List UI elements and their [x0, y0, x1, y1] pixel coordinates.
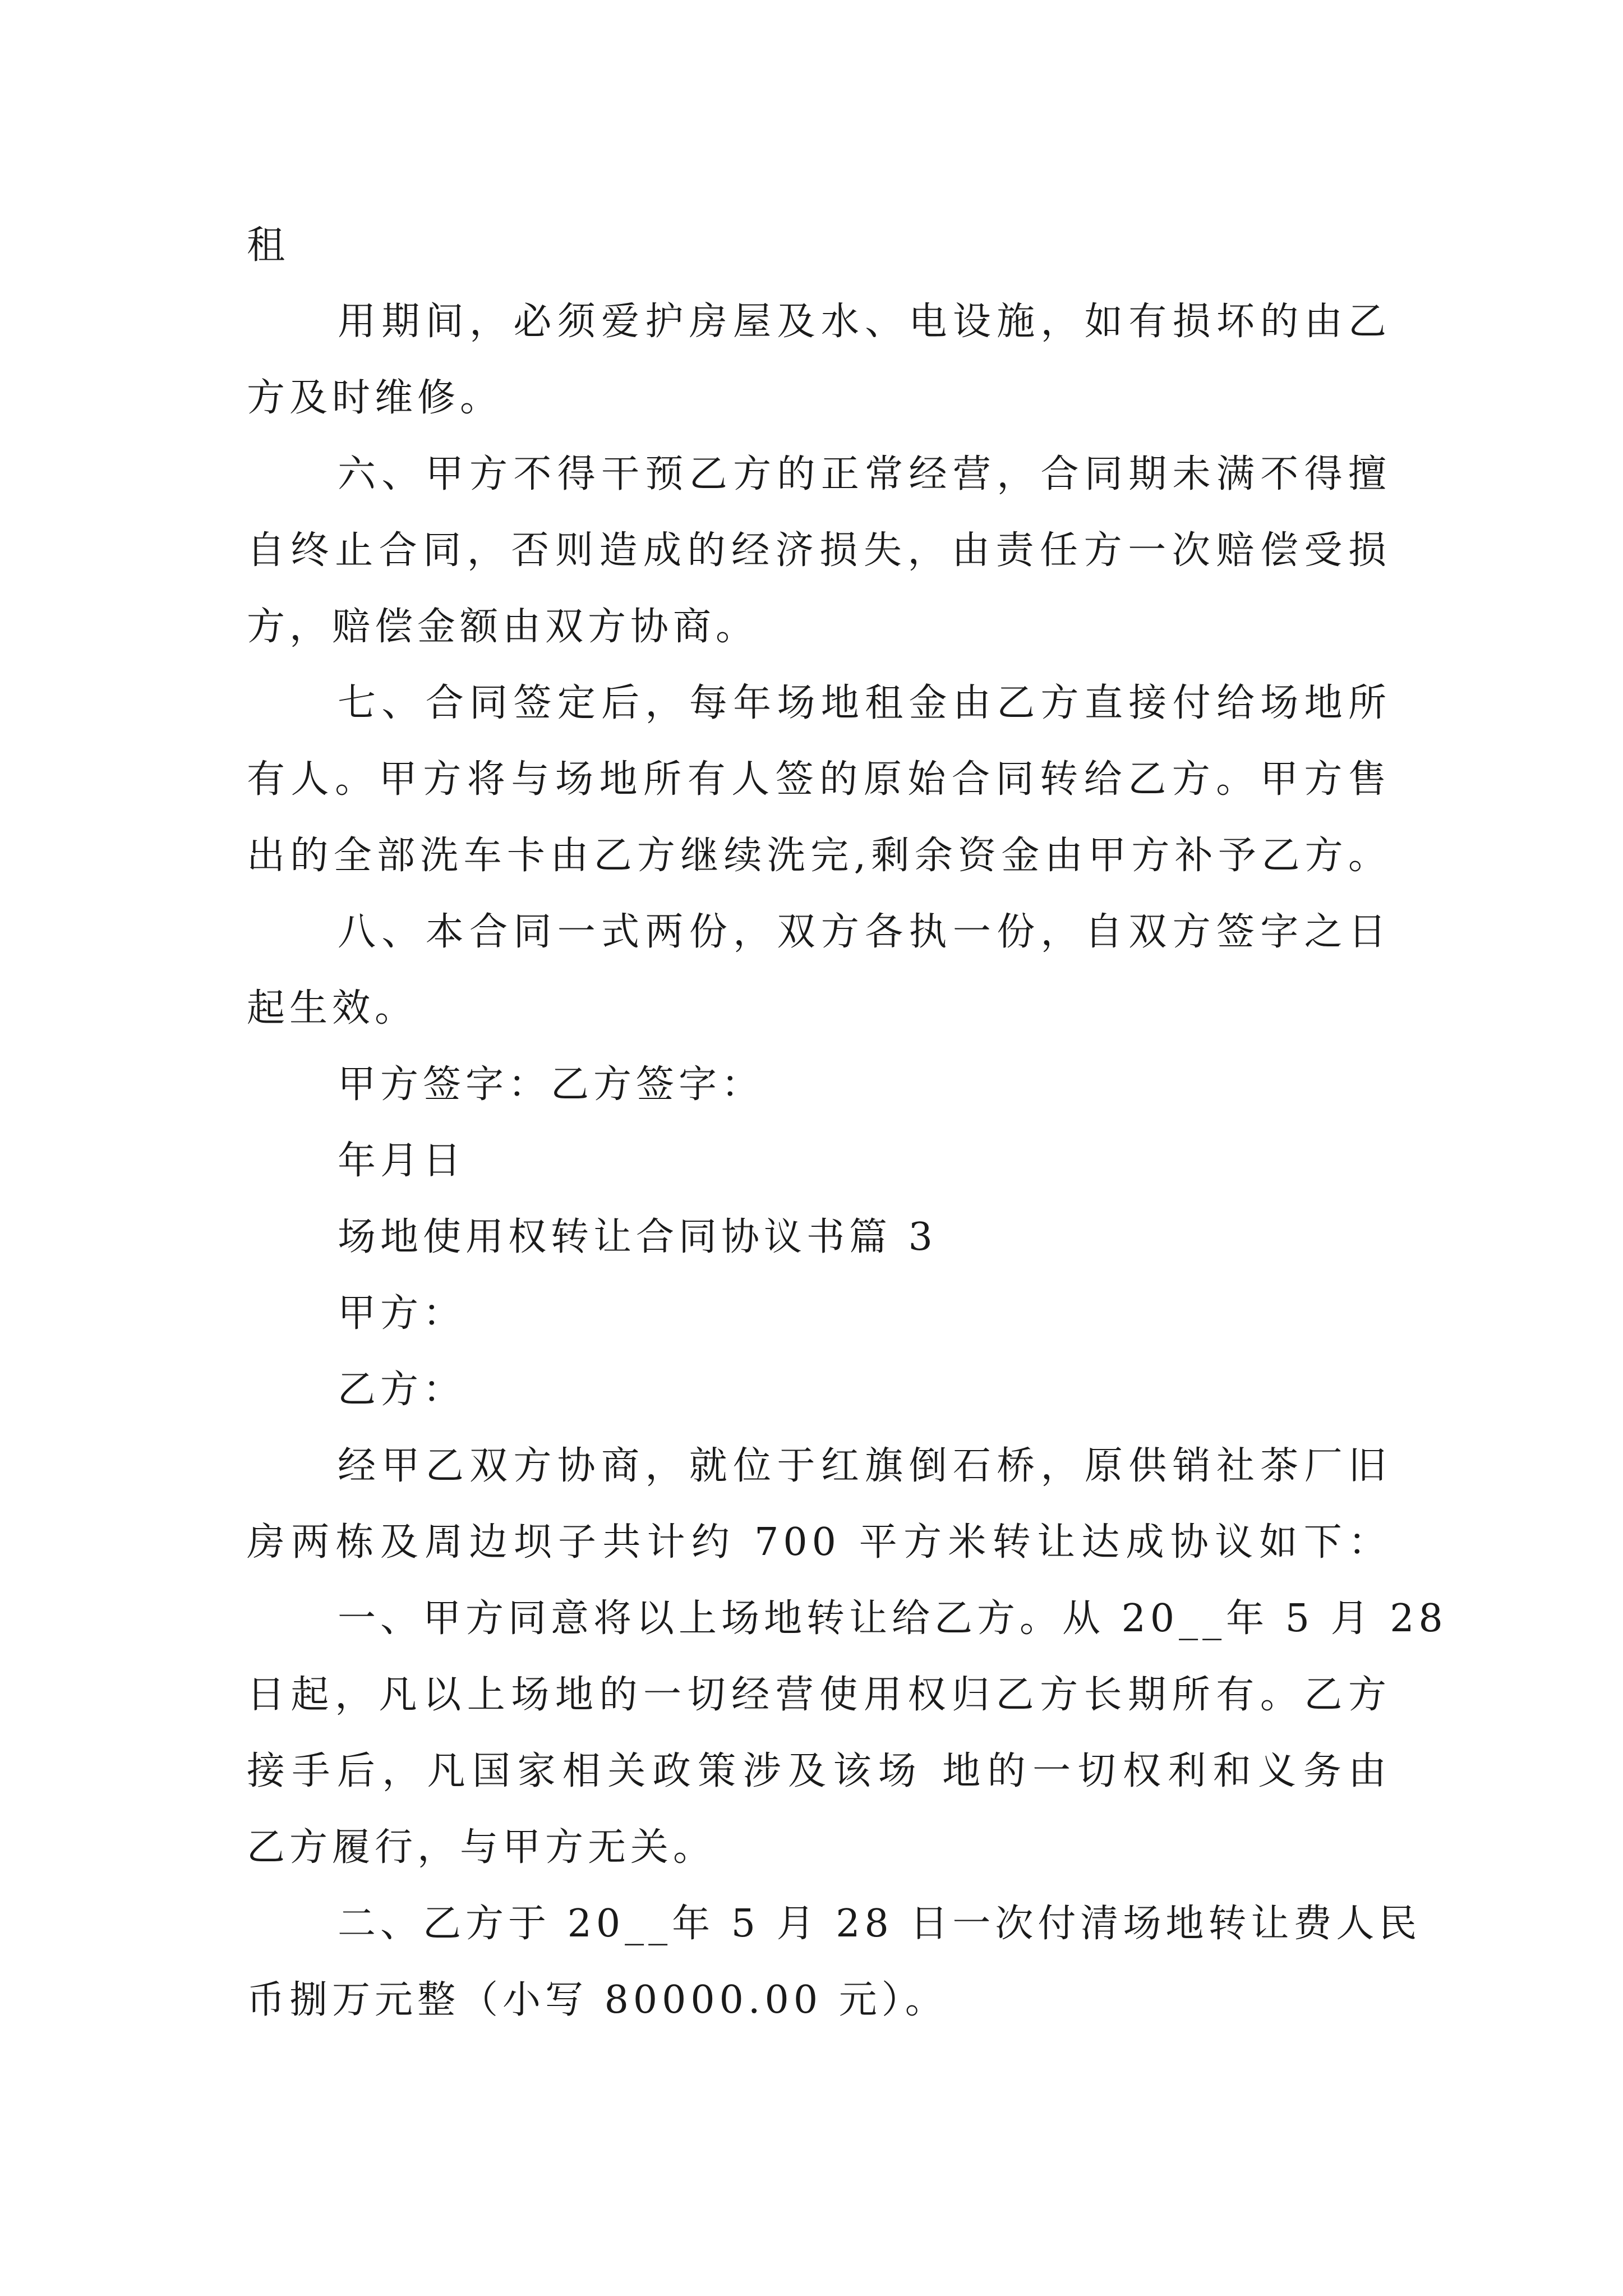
text-line: 用期间，必须爱护房屋及水、电设施，如有损坏的由乙 [338, 300, 1391, 344]
text-line: 日起，凡以上场地的一切经营使用权归乙方长期所有。乙方 [247, 1673, 1391, 1717]
text-line: 二、乙方于 20__年 5 月 28 日一次付清场地转让费人民 [338, 1902, 1422, 1946]
text-line: 方，赔偿金额由双方协商。 [247, 605, 759, 649]
text-line: 经甲乙双方协商，就位于红旗倒石桥，原供销社茶厂旧 [338, 1444, 1391, 1488]
text-line: 六、甲方不得干预乙方的正常经营，合同期未满不得擅 [338, 452, 1391, 496]
text-line: 八、本合同一式两份，双方各执一份，自双方签字之日 [338, 910, 1391, 954]
text-line: 接手后，凡国家相关政策涉及该场 地的一切权利和义务由 [247, 1749, 1391, 1793]
text-line: 方及时维修。 [247, 376, 503, 420]
text-line: 自终止合同，否则造成的经济损失，由责任方一次赔偿受损 [247, 528, 1391, 573]
text-line: 房两栋及周边坝子共计约 700 平方米转让达成协议如下： [247, 1520, 1391, 1565]
text-line: 出的全部洗车卡由乙方继续洗完,剩余资金由甲方补予乙方。 [247, 834, 1391, 878]
text-line: 一、甲方同意将以上场地转让给乙方。从 20__年 5 月 28 [338, 1596, 1447, 1641]
text-line: 乙方履行，与甲方无关。 [247, 1825, 716, 1870]
text-line: 币捌万元整（小写 80000.00 元）。 [247, 1978, 948, 2022]
text-line: 年月日 [338, 1139, 466, 1183]
text-line: 有人。甲方将与场地所有人签的原始合同转给乙方。甲方售 [247, 757, 1391, 802]
text-line: 租 [247, 223, 290, 268]
document-body [247, 208, 1447, 2039]
section-heading: 场地使用权转让合同协议书篇 3 [338, 1215, 937, 1259]
text-line: 起生效。 [247, 986, 418, 1030]
text-line: 乙方： [338, 1368, 466, 1412]
text-line: 七、合同签定后，每年场地租金由乙方直接付给场地所 [338, 681, 1391, 725]
text-line: 甲方： [338, 1291, 466, 1336]
text-line: 甲方签字：乙方签字： [338, 1062, 764, 1107]
